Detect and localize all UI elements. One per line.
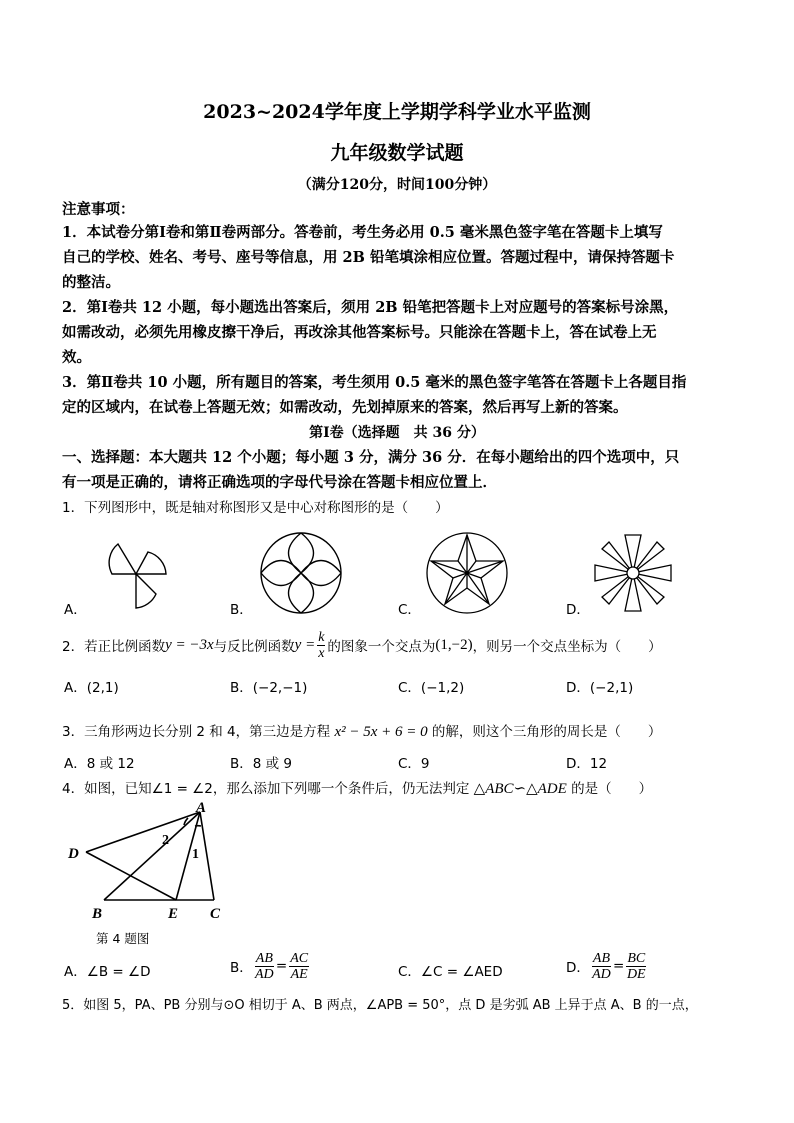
q3-option-a: A．8 或 12 <box>64 756 135 772</box>
exam-title: 2023~2024学年度上学期学科学业水平监测 <box>203 101 591 123</box>
q3-option-d: D．12 <box>566 756 608 772</box>
q4-option-b <box>230 948 311 984</box>
q4-triangle-figure <box>64 800 234 924</box>
q3-option-b: B．8 或 9 <box>230 756 293 772</box>
notice-line: 自己的学校、姓名、考号、座号等信息，用 2B 铅笔填涂相应位置。答题过程中，请保持答题卡 <box>62 249 675 266</box>
option-label: D． <box>566 960 590 976</box>
q3-text: 的解，则这个三角形的周长是（ ） <box>431 724 662 740</box>
angle-2-label: 2 <box>162 833 169 848</box>
question-1-stem: 1．下列图形中，既是轴对称图形又是中心对称图形的是（ ） <box>62 500 449 516</box>
exam-subject-title: 九年级数学试题 <box>330 142 464 164</box>
q3-equation: x² − 5x + 6 = 0 <box>334 724 428 740</box>
notice-line: 1．本试卷分第Ⅰ卷和第Ⅱ卷两部分。答卷前，考生务必用 0.5 毫米黑色签字笔在答题卡上填写 <box>62 224 663 241</box>
q2-option-c: C．(−1,2) <box>398 680 465 696</box>
q1-figure-d-eight-blade <box>590 530 676 616</box>
notice-line: 效。 <box>62 349 91 366</box>
fraction-denominator: AE <box>290 966 308 982</box>
q1-option-a-label: A． <box>64 602 87 618</box>
q2-option-a: A．(2,1) <box>64 680 119 696</box>
equals-sign: = <box>613 958 625 974</box>
fraction <box>592 951 611 982</box>
vertex-b-label: B <box>92 906 103 922</box>
notice-line: 2．第Ⅰ卷共 12 小题，每小题选出答案后，须用 2B 铅笔把答题卡上对应题号的答案标号涂黑， <box>62 299 679 316</box>
notice-heading: 注意事项： <box>62 201 135 218</box>
q4-similarity: △ABC∽△ADE <box>473 781 567 797</box>
fraction-numerator: k <box>318 629 325 645</box>
fraction <box>255 951 274 982</box>
q2-text: ，则另一个交点坐标为（ ） <box>472 639 662 655</box>
fraction <box>289 951 309 982</box>
section-intro: 有一项是正确的，请将正确选项的字母代号涂在答题卡相应位置上． <box>62 474 497 491</box>
exam-score-time: （满分120分，时间100分钟） <box>297 177 497 193</box>
question-3-stem <box>62 720 661 741</box>
fraction <box>626 951 646 982</box>
q1-option-c-label: C． <box>398 602 421 618</box>
q4-figure-caption: 第 4 题图 <box>96 931 150 946</box>
fraction-denominator: AD <box>254 966 274 982</box>
question-4-stem <box>62 777 652 798</box>
angle-1-label: 1 <box>192 847 199 862</box>
notice-line: 3．第Ⅱ卷共 10 小题，所有题目的答案，考生须用 0.5 毫米的黑色签字笔答在答题卡上各题目指 <box>62 374 687 391</box>
q2-option-d: D．(−2,1) <box>566 680 634 696</box>
fraction-numerator: BC <box>627 950 646 966</box>
vertex-a-label: A <box>196 800 207 816</box>
section-intro: 一、选择题：本大题共 12 个小题；每小题 3 分，满分 36 分．在每小题给出的四个选项中，只 <box>62 449 680 466</box>
q1-figure-c-star-circle <box>424 530 510 616</box>
vertex-e-label: E <box>168 906 179 922</box>
q1-option-d-label: D． <box>566 602 590 618</box>
q1-option-b-label: B． <box>230 602 253 618</box>
q2-inverse-fraction <box>317 630 325 661</box>
section-title: 第Ⅰ卷（选择题 共 36 分） <box>309 425 485 441</box>
q3-text: 3．三角形两边长分别 2 和 4，第三边是方程 <box>62 724 331 740</box>
fraction-numerator: AB <box>592 950 611 966</box>
vertex-d-label: D <box>68 846 79 862</box>
q2-inverse-lhs: y = <box>294 636 316 653</box>
fraction-numerator: AB <box>255 950 273 966</box>
q4-text: 的是（ ） <box>571 781 653 797</box>
equals-sign: = <box>275 958 288 974</box>
notice-line: 如需改动，必须先用橡皮擦干净后，再改涂其他答案标号。只能涂在答题卡上，答在试卷上无 <box>62 324 657 341</box>
q4-option-c: C．∠C = ∠AED <box>398 964 503 980</box>
notice-line: 的整洁。 <box>62 274 120 291</box>
q2-point: (1,−2) <box>435 636 473 653</box>
q1-figure-b-circle-flower <box>258 530 344 616</box>
q4-option-a: A．∠B = ∠D <box>64 964 151 980</box>
q2-linear-function: y = −3x <box>165 636 214 653</box>
q2-option-b: B．(−2,−1) <box>230 680 308 696</box>
question-5-stem: 5．如图 5，PA、PB 分别与⊙O 相切于 A、B 两点，∠APB = 50°，点 D 是劣弧 AB 上异于点 A、B 的一点， <box>62 998 698 1013</box>
vertex-c-label: C <box>210 906 221 922</box>
fraction-denominator: AD <box>592 966 611 982</box>
q2-text: 与反比例函数 <box>213 639 295 655</box>
q2-text: 2．若正比例函数 <box>62 639 166 655</box>
fraction-numerator: AC <box>290 950 309 966</box>
q1-figure-a-pinwheel <box>98 534 174 614</box>
option-label: B． <box>230 960 253 976</box>
q4-text: 4．如图，已知∠1 = ∠2，那么添加下列哪一个条件后，仍无法判定 <box>62 781 470 797</box>
q2-text: 的图象一个交点为 <box>327 639 436 655</box>
notice-line: 定的区域内，在试卷上答题无效；如需改动，先划掉原来的答案，然后再写上新的答案。 <box>62 399 628 416</box>
fraction-denominator: x <box>318 645 325 661</box>
q4-option-d <box>566 948 648 984</box>
fraction-denominator: DE <box>626 966 646 982</box>
question-2-stem <box>62 628 662 662</box>
q3-option-c: C．9 <box>398 756 430 772</box>
